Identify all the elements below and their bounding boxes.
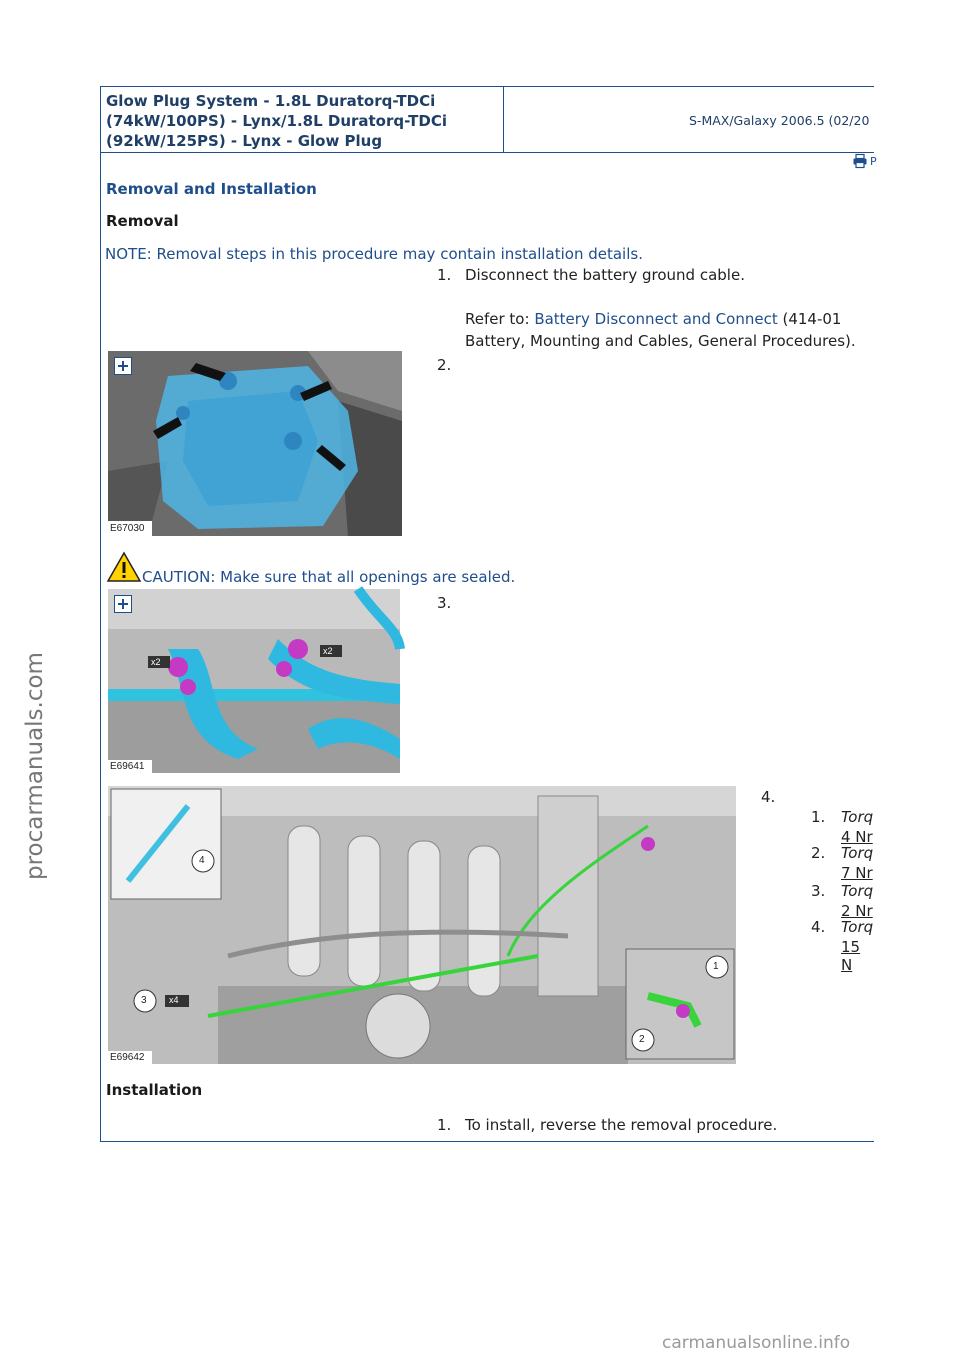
removal-heading: Removal (106, 212, 179, 230)
install-step-1-number: 1. (437, 1116, 452, 1134)
removal-note: NOTE: Removal steps in this procedure may contain installation details. (105, 245, 643, 263)
figure-2-code: E69641 (110, 761, 145, 772)
manual-page-frame (100, 86, 877, 1142)
figure-3-image (108, 786, 736, 1064)
caution-text: CAUTION: Make sure that all openings are sealed. (142, 568, 516, 586)
title-line-1: Glow Plug System - 1.8L Duratorq-TDCi (106, 92, 436, 110)
torque-1-number: 1. (811, 808, 826, 826)
install-step-1-text: To install, reverse the removal procedure. (465, 1116, 778, 1134)
printer-icon[interactable] (853, 154, 867, 168)
step-1-text: Disconnect the battery ground cable. (465, 266, 745, 284)
torque-1-value: 4 Nr (841, 828, 873, 846)
figure-3-illustration (108, 786, 736, 1064)
title-line-2: (74kW/100PS) - Lynx/1.8L Duratorq-TDCi (106, 112, 447, 130)
caution-warning-icon (107, 552, 141, 582)
figure-2-image (108, 589, 400, 773)
title-line-3: (92kW/125PS) - Lynx - Glow Plug (106, 132, 383, 150)
zoom-icon[interactable] (114, 595, 132, 613)
figure-3-callout-x4: x4 (169, 995, 179, 1005)
figure-2-illustration (108, 589, 400, 773)
battery-disconnect-link[interactable]: Battery Disconnect and Connect (534, 310, 778, 328)
step-4-number: 4. (761, 788, 776, 806)
step-3-number: 3. (437, 594, 452, 612)
installation-heading: Installation (106, 1081, 203, 1099)
step-2-number: 2. (437, 356, 452, 374)
step-1-reference (465, 308, 875, 352)
figure-2-callout-x2-left: x2 (151, 657, 161, 667)
figure-1-illustration (108, 351, 402, 536)
watermark-bottom: carmanualsonline.info (662, 1333, 851, 1353)
torque-4-number: 4. (811, 918, 826, 936)
refer-suffix-2: Battery, Mounting and Cables, General Procedures). (465, 332, 856, 350)
header-divider (503, 86, 504, 152)
torque-4-label: Torq (841, 918, 874, 936)
refer-suffix-1: (414-01 (777, 310, 842, 328)
torque-4-value: 15 N (841, 938, 861, 974)
watermark-left: procarmanuals.com (22, 652, 48, 880)
page-header (101, 86, 874, 153)
figure-3-callout-3: 3 (141, 995, 147, 1006)
torque-3-value: 2 Nr (841, 902, 873, 920)
print-link[interactable]: P (870, 155, 877, 168)
torque-2-number: 2. (811, 844, 826, 862)
torque-2-label: Torq (841, 844, 874, 862)
figure-1-image (108, 351, 402, 536)
figure-3-callout-4: 4 (199, 855, 205, 866)
torque-1-label: Torq (841, 808, 874, 826)
figure-3-code: E69642 (110, 1052, 145, 1063)
figure-1-code: E67030 (110, 523, 145, 534)
torque-3-number: 3. (811, 882, 826, 900)
section-title: Removal and Installation (106, 180, 317, 198)
refer-prefix: Refer to: (465, 310, 535, 328)
torque-3-label: Torq (841, 882, 874, 900)
step-1-number: 1. (437, 266, 452, 284)
page-title (106, 91, 496, 151)
figure-2-callout-x2-right: x2 (323, 646, 333, 656)
figure-3-callout-2: 2 (639, 1034, 645, 1045)
model-label: S-MAX/Galaxy 2006.5 (02/20 (689, 113, 870, 128)
figure-3-callout-1: 1 (713, 961, 719, 972)
torque-2-value: 7 Nr (841, 864, 873, 882)
zoom-icon[interactable] (114, 357, 132, 375)
